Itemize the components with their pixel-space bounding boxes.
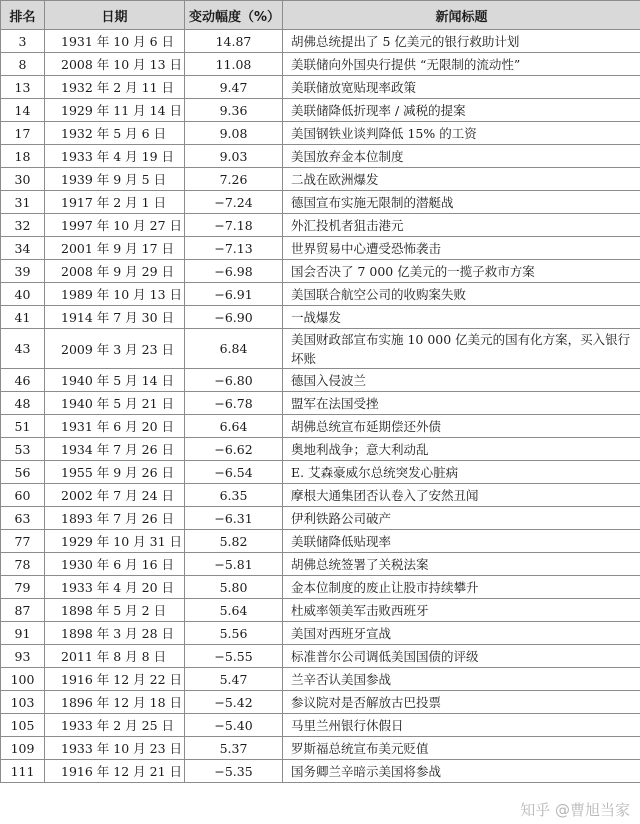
table-row	[1, 714, 640, 737]
table-row	[1, 237, 640, 260]
change-cell: −6.31	[185, 507, 283, 530]
headline-cell: 伊利铁路公司破产	[283, 507, 640, 530]
table-row	[1, 622, 640, 645]
table-row	[1, 53, 640, 76]
headline-cell: 兰辛否认美国参战	[283, 668, 640, 691]
change-cell: −6.80	[185, 369, 283, 392]
table-row	[1, 599, 640, 622]
rank-cell: 46	[1, 369, 45, 392]
change-cell: −5.35	[185, 760, 283, 783]
rank-cell: 109	[1, 737, 45, 760]
date-cell: 1933 年 4 月 20 日	[45, 576, 185, 599]
headline-cell: 胡佛总统提出了 5 亿美元的银行救助计划	[283, 30, 640, 53]
change-cell: 5.47	[185, 668, 283, 691]
table-row	[1, 461, 640, 484]
headline-cell: 金本位制度的废止让股市持续攀升	[283, 576, 640, 599]
headline-cell: 美国钢铁业谈判降低 15% 的工资	[283, 122, 640, 145]
date-cell: 1930 年 6 月 16 日	[45, 553, 185, 576]
headline-cell: 德国入侵波兰	[283, 369, 640, 392]
table-row	[1, 168, 640, 191]
change-cell: 9.03	[185, 145, 283, 168]
date-cell: 1893 年 7 月 26 日	[45, 507, 185, 530]
rank-cell: 53	[1, 438, 45, 461]
change-cell: −5.81	[185, 553, 283, 576]
rank-cell: 31	[1, 191, 45, 214]
headline-cell: 美国对西班牙宣战	[283, 622, 640, 645]
table-row	[1, 645, 640, 668]
change-cell: 9.47	[185, 76, 283, 99]
date-header: 日期	[45, 1, 185, 30]
rank-cell: 41	[1, 306, 45, 329]
headline-cell: 外汇投机者狙击港元	[283, 214, 640, 237]
rank-cell: 51	[1, 415, 45, 438]
change-cell: 5.56	[185, 622, 283, 645]
change-cell: 5.64	[185, 599, 283, 622]
headline-cell: 杜威率领美军击败西班牙	[283, 599, 640, 622]
headline-cell: 参议院对是否解放古巴投票	[283, 691, 640, 714]
headline-cell: 美国联合航空公司的收购案失败	[283, 283, 640, 306]
change-cell: 7.26	[185, 168, 283, 191]
rank-cell: 30	[1, 168, 45, 191]
change-cell: 6.35	[185, 484, 283, 507]
date-cell: 1997 年 10 月 27 日	[45, 214, 185, 237]
table-row	[1, 369, 640, 392]
table-row	[1, 214, 640, 237]
table-row	[1, 191, 640, 214]
date-cell: 1929 年 10 月 31 日	[45, 530, 185, 553]
headline-cell: 美国放弃金本位制度	[283, 145, 640, 168]
header-row	[1, 1, 640, 30]
date-cell: 2001 年 9 月 17 日	[45, 237, 185, 260]
headline-cell: 美联储降低折现率 / 减税的提案	[283, 99, 640, 122]
rank-cell: 3	[1, 30, 45, 53]
date-cell: 1916 年 12 月 21 日	[45, 760, 185, 783]
change-cell: 6.64	[185, 415, 283, 438]
headline-cell: 一战爆发	[283, 306, 640, 329]
date-cell: 1933 年 4 月 19 日	[45, 145, 185, 168]
headline-cell: 二战在欧洲爆发	[283, 168, 640, 191]
rank-cell: 105	[1, 714, 45, 737]
date-cell: 1932 年 2 月 11 日	[45, 76, 185, 99]
date-cell: 2002 年 7 月 24 日	[45, 484, 185, 507]
table-row	[1, 122, 640, 145]
table-row	[1, 484, 640, 507]
headline-cell: 世界贸易中心遭受恐怖袭击	[283, 237, 640, 260]
date-cell: 1989 年 10 月 13 日	[45, 283, 185, 306]
headline-cell: 德国宣布实施无限制的潜艇战	[283, 191, 640, 214]
change-header: 变动幅度（%）	[185, 1, 283, 30]
date-cell: 1898 年 3 月 28 日	[45, 622, 185, 645]
headline-cell: 美国财政部宣布实施 10 000 亿美元的国有化方案，买入银行坏账	[283, 329, 640, 369]
table-row	[1, 576, 640, 599]
rank-cell: 17	[1, 122, 45, 145]
table-row	[1, 737, 640, 760]
table-row	[1, 392, 640, 415]
headline-header: 新闻标题	[283, 1, 640, 30]
change-cell: 5.37	[185, 737, 283, 760]
table-body	[1, 30, 640, 783]
change-cell: 6.84	[185, 329, 283, 369]
headline-cell: 胡佛总统签署了关税法案	[283, 553, 640, 576]
table-row	[1, 760, 640, 783]
table-row	[1, 283, 640, 306]
table-row	[1, 415, 640, 438]
rank-cell: 100	[1, 668, 45, 691]
rank-cell: 34	[1, 237, 45, 260]
change-cell: −6.54	[185, 461, 283, 484]
rank-cell: 77	[1, 530, 45, 553]
table-row	[1, 507, 640, 530]
change-cell: −5.40	[185, 714, 283, 737]
date-cell: 1898 年 5 月 2 日	[45, 599, 185, 622]
rank-cell: 111	[1, 760, 45, 783]
date-cell: 2009 年 3 月 23 日	[45, 329, 185, 369]
rank-cell: 8	[1, 53, 45, 76]
rank-cell: 93	[1, 645, 45, 668]
change-cell: −5.42	[185, 691, 283, 714]
rank-header: 排名	[1, 1, 45, 30]
change-cell: 5.80	[185, 576, 283, 599]
change-cell: −6.98	[185, 260, 283, 283]
headline-cell: 美联储降低贴现率	[283, 530, 640, 553]
date-cell: 2008 年 9 月 29 日	[45, 260, 185, 283]
rank-cell: 60	[1, 484, 45, 507]
table-row	[1, 438, 640, 461]
date-cell: 1955 年 9 月 26 日	[45, 461, 185, 484]
headline-cell: 美联储放宽贴现率政策	[283, 76, 640, 99]
headline-cell: 胡佛总统宣布延期偿还外债	[283, 415, 640, 438]
table-row	[1, 30, 640, 53]
rank-cell: 48	[1, 392, 45, 415]
change-cell: 14.87	[185, 30, 283, 53]
rank-cell: 32	[1, 214, 45, 237]
date-cell: 1940 年 5 月 21 日	[45, 392, 185, 415]
rank-cell: 79	[1, 576, 45, 599]
headline-cell: 奥地利战争；意大利动乱	[283, 438, 640, 461]
date-cell: 1939 年 9 月 5 日	[45, 168, 185, 191]
headline-cell: 摩根大通集团否认卷入了安然丑闻	[283, 484, 640, 507]
table-row	[1, 306, 640, 329]
rank-cell: 13	[1, 76, 45, 99]
headline-cell: 国会否决了 7 000 亿美元的一揽子救市方案	[283, 260, 640, 283]
rank-cell: 39	[1, 260, 45, 283]
change-cell: −6.91	[185, 283, 283, 306]
date-cell: 1933 年 10 月 23 日	[45, 737, 185, 760]
change-cell: −7.24	[185, 191, 283, 214]
date-cell: 2008 年 10 月 13 日	[45, 53, 185, 76]
date-cell: 1931 年 6 月 20 日	[45, 415, 185, 438]
date-cell: 1934 年 7 月 26 日	[45, 438, 185, 461]
rank-cell: 40	[1, 283, 45, 306]
headline-cell: 美联储向外国央行提供 “无限制的流动性”	[283, 53, 640, 76]
headline-cell: 盟军在法国受挫	[283, 392, 640, 415]
rank-cell: 56	[1, 461, 45, 484]
table-row	[1, 260, 640, 283]
table-row	[1, 76, 640, 99]
date-cell: 1932 年 5 月 6 日	[45, 122, 185, 145]
table-row	[1, 668, 640, 691]
headline-cell: 罗斯福总统宣布美元贬值	[283, 737, 640, 760]
change-cell: 9.08	[185, 122, 283, 145]
change-cell: −7.18	[185, 214, 283, 237]
rank-cell: 91	[1, 622, 45, 645]
date-cell: 1933 年 2 月 25 日	[45, 714, 185, 737]
table-row	[1, 530, 640, 553]
date-cell: 1896 年 12 月 18 日	[45, 691, 185, 714]
table-row	[1, 691, 640, 714]
change-cell: −6.90	[185, 306, 283, 329]
table-row	[1, 145, 640, 168]
rank-cell: 78	[1, 553, 45, 576]
rank-cell: 14	[1, 99, 45, 122]
change-cell: 5.82	[185, 530, 283, 553]
rank-cell: 18	[1, 145, 45, 168]
headline-cell: 标准普尔公司调低美国国债的评级	[283, 645, 640, 668]
table-row	[1, 553, 640, 576]
date-cell: 1917 年 2 月 1 日	[45, 191, 185, 214]
rank-cell: 63	[1, 507, 45, 530]
table-row	[1, 99, 640, 122]
date-cell: 1940 年 5 月 14 日	[45, 369, 185, 392]
rank-cell: 103	[1, 691, 45, 714]
rank-cell: 87	[1, 599, 45, 622]
table-row	[1, 329, 640, 369]
headline-cell: 马里兰州银行休假日	[283, 714, 640, 737]
date-cell: 1931 年 10 月 6 日	[45, 30, 185, 53]
date-cell: 1914 年 7 月 30 日	[45, 306, 185, 329]
watermark: 知乎 @曹旭当家	[520, 801, 630, 819]
date-cell: 1929 年 11 月 14 日	[45, 99, 185, 122]
change-cell: −7.13	[185, 237, 283, 260]
date-cell: 2011 年 8 月 8 日	[45, 645, 185, 668]
change-cell: −6.78	[185, 392, 283, 415]
change-cell: −6.62	[185, 438, 283, 461]
change-cell: 9.36	[185, 99, 283, 122]
date-cell: 1916 年 12 月 22 日	[45, 668, 185, 691]
headline-cell: 国务卿兰辛暗示美国将参战	[283, 760, 640, 783]
change-cell: 11.08	[185, 53, 283, 76]
headline-cell: E. 艾森豪威尔总统突发心脏病	[283, 461, 640, 484]
rank-cell: 43	[1, 329, 45, 369]
change-cell: −5.55	[185, 645, 283, 668]
